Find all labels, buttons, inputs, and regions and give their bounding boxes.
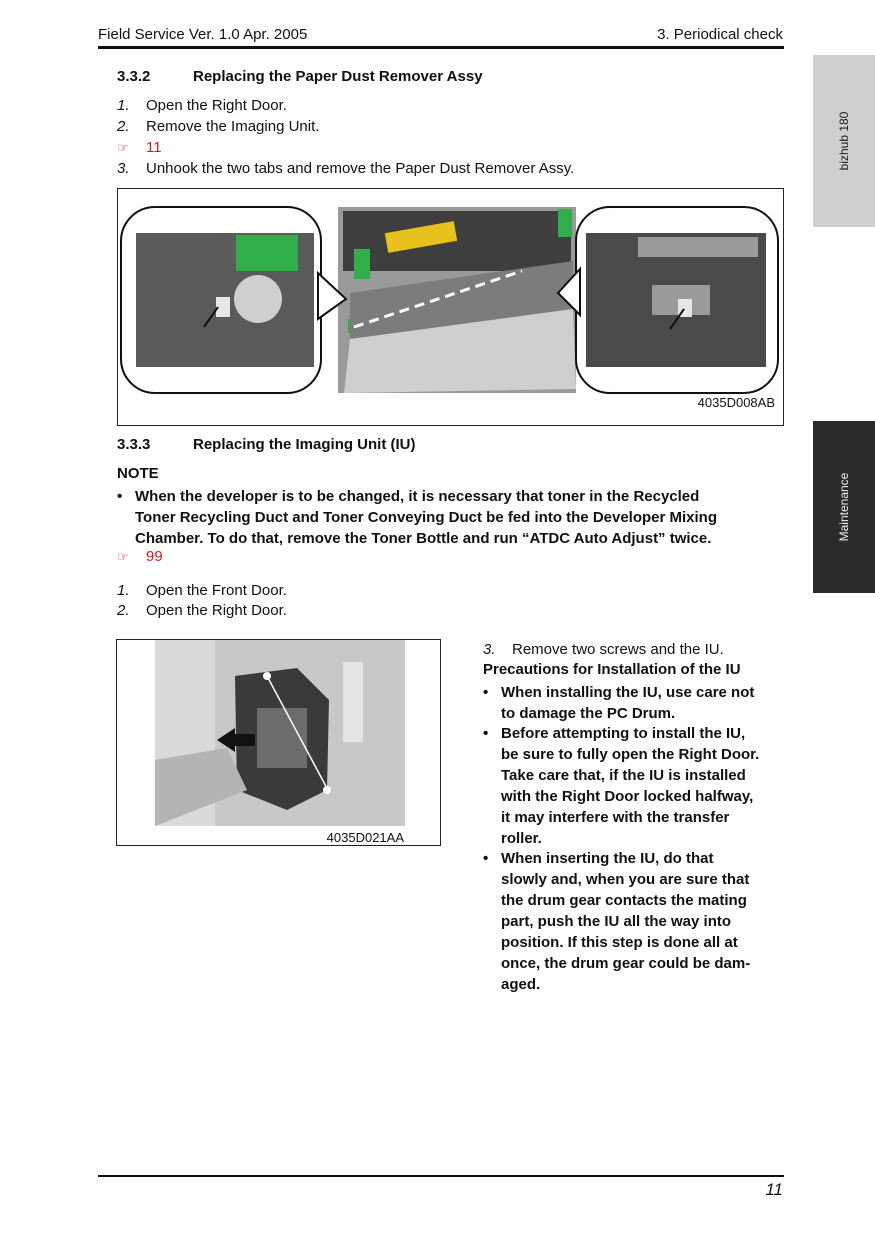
footer-divider — [98, 1175, 784, 1177]
section-number: 3.3.3 — [117, 436, 151, 453]
section-number: 3.3.2 — [117, 68, 151, 85]
bullet-dot: • — [117, 488, 123, 505]
section-heading-332 — [117, 68, 483, 85]
step-item: 1. Open the Right Door. — [117, 97, 287, 114]
page-number: 11 — [765, 1180, 783, 1199]
white-roller — [234, 275, 282, 323]
section-heading-333 — [117, 436, 416, 453]
right-door-frame — [343, 662, 363, 742]
header-document-title: Field Service Ver. 1.0 Apr. 2005 — [98, 26, 308, 43]
header-chapter-title: 3. Periodical check — [657, 26, 783, 43]
precaution-bullet: • Before attempting to install the IU, be sure to fully open the Right Door. Take care that, if the IU is installed with the Right Door locked halfway, it may interfere with the transfer roller. — [483, 725, 760, 847]
bullet-dot: • — [483, 850, 489, 867]
page-reference-link[interactable] — [117, 548, 163, 565]
step-item: 3. Unhook the two tabs and remove the Paper Dust Remover Assy. — [117, 160, 575, 177]
note-bullet: • When the developer is to be changed, it is necessary that toner in the Recycled Toner Recycling Duct and Toner Conveying Duct be fed into the Developer Mixing Chamber. To do that, remove the Toner Bottle and run “ATDC Auto Adjust” twice. — [117, 488, 718, 547]
step-item: 2. Open the Right Door. — [117, 602, 287, 619]
figure-illustration — [118, 189, 783, 425]
side-tab-model-label: bizhub 180 — [837, 111, 851, 171]
figure-code: 4035D008AB — [697, 395, 775, 410]
side-tab-section-label: Maintenance — [837, 472, 851, 542]
step-item: 1. Open the Front Door. — [117, 582, 287, 599]
precaution-bullet: • When installing the IU, use care not to damage the PC Drum. — [483, 684, 755, 722]
pointing-hand-icon: ☞ — [117, 140, 129, 155]
screw-marker — [323, 786, 331, 794]
green-gear — [236, 235, 298, 271]
bullet-dot: • — [483, 684, 489, 701]
figure-code: 4035D021AA — [326, 830, 404, 845]
step-item: 2. Remove the Imaging Unit. — [117, 118, 320, 135]
side-tab-section[interactable] — [813, 421, 875, 593]
pointing-hand-icon: ☞ — [117, 549, 129, 564]
bullet-dot: • — [483, 725, 489, 742]
machine-interior — [343, 211, 571, 271]
green-lever — [558, 209, 572, 237]
figure-imaging-unit — [116, 639, 441, 846]
reference-page-number: 11 — [146, 139, 162, 156]
figure-paper-dust-remover — [117, 188, 784, 426]
precaution-bullet: • When inserting the IU, do that slowly and, when you are sure that the drum gear contacts the mating part, push the IU all the way into position. If this step is done all at once, the drum gear could be dam- aged. — [483, 850, 751, 993]
reference-page-number: 99 — [146, 548, 163, 565]
shaft-rod — [638, 237, 758, 257]
note-title: NOTE — [117, 465, 159, 482]
section-title: Replacing the Paper Dust Remover Assy — [193, 68, 483, 85]
figure-illustration — [117, 640, 440, 845]
green-lever — [354, 249, 370, 279]
screw-marker — [263, 672, 271, 680]
tab-hook-left — [216, 297, 230, 317]
section-title: Replacing the Imaging Unit (IU) — [193, 436, 416, 453]
page-reference-link[interactable] — [117, 139, 162, 156]
header-divider — [98, 46, 784, 49]
step-item: 3. Remove two screws and the IU. — [483, 641, 724, 658]
precautions-title: Precautions for Installation of the IU — [483, 661, 741, 678]
side-tab-model[interactable] — [813, 55, 875, 227]
